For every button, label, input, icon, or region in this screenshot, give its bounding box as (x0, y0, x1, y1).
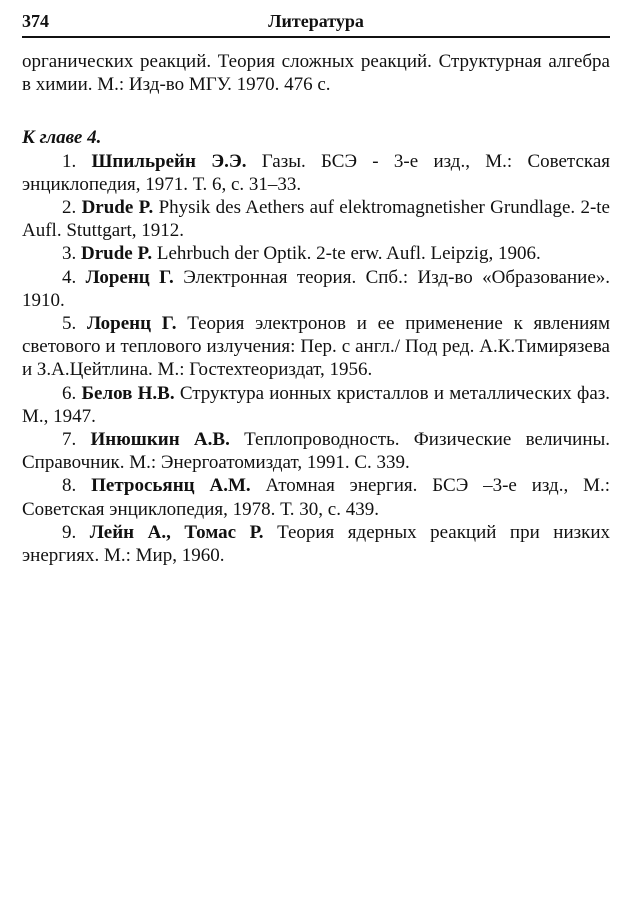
reference-number: 5. (62, 313, 77, 335)
reference-text: Атомная энергия. БСЭ –3-е изд., М.: Советская энциклопедия, 1978. Т. 30, с. 439. (22, 475, 610, 520)
reference-text: Теплопроводность. Физические величины. Справочник. М.: Энергоатомиздат, 1991. С. 339. (22, 429, 610, 474)
reference-number: 2. (62, 197, 77, 219)
reference-item (22, 242, 610, 265)
continued-reference-text: органических реакций. Теория сложных реакций. Структурная алгебра в химии. М.: Изд-во МГУ. 1970. 476 с. (22, 51, 610, 96)
reference-item (22, 428, 610, 474)
reference-text: Электронная теория. Спб.: Изд-во «Образование». 1910. (22, 266, 611, 311)
reference-text: Теория электронов и ее применение к явлениям светового и теплового излучения: Пер. с англ./ Под ред. А.К.Тимирязева и З.А.Цейтлина. М.: Гостехтеориздат, 1956. (22, 313, 610, 381)
reference-item (22, 196, 610, 242)
reference-text: Теория ядерных реакций при низких энергиях. М.: Мир, 1960. (22, 521, 611, 567)
reference-item (22, 266, 610, 312)
reference-item (22, 382, 610, 428)
reference-list (22, 150, 610, 568)
reference-number: 3. (62, 243, 77, 265)
page-header (22, 10, 610, 38)
page-number: 374 (22, 11, 49, 31)
reference-item (22, 312, 610, 382)
running-title: Литература (268, 11, 364, 31)
reference-number: 6. (62, 382, 77, 404)
reference-authors: Инюшкин А.В. (90, 429, 230, 451)
book-page (22, 0, 610, 900)
reference-item (22, 150, 610, 196)
reference-authors: Лоренц Г. (86, 313, 177, 335)
reference-authors: Лейн А., Томас Р. (89, 521, 264, 543)
reference-number: 8. (62, 475, 77, 497)
page-body (22, 50, 610, 567)
reference-text: Газы. БСЭ - 3-е изд., М.: Советская энциклопедия, 1971. Т. 6, с. 31–33. (22, 150, 611, 195)
reference-authors: Лоренц Г. (85, 266, 174, 288)
chapter-heading: К главе 4. (22, 127, 102, 149)
reference-number: 4. (62, 266, 77, 288)
reference-authors: Drude P. (81, 243, 153, 265)
reference-text: Physik des Aethers auf elektromagnetisher Grundlage. 2-te Aufl. Stuttgart, 1912. (22, 197, 610, 242)
reference-item (22, 521, 610, 567)
reference-authors: Петросьянц А.М. (91, 475, 251, 497)
reference-number: 7. (62, 429, 77, 451)
reference-number: 1. (62, 150, 77, 172)
reference-authors: Drude P. (81, 197, 154, 219)
reference-authors: Белов Н.В. (81, 382, 175, 404)
reference-item (22, 474, 610, 520)
reference-number: 9. (62, 521, 77, 543)
reference-authors: Шпильрейн Э.Э. (91, 150, 247, 172)
reference-text: Структура ионных кристаллов и металлических фаз. М., 1947. (22, 382, 611, 427)
reference-text: Lehrbuch der Optik. 2-te erw. Aufl. Leipzig, 1906. (156, 243, 541, 265)
